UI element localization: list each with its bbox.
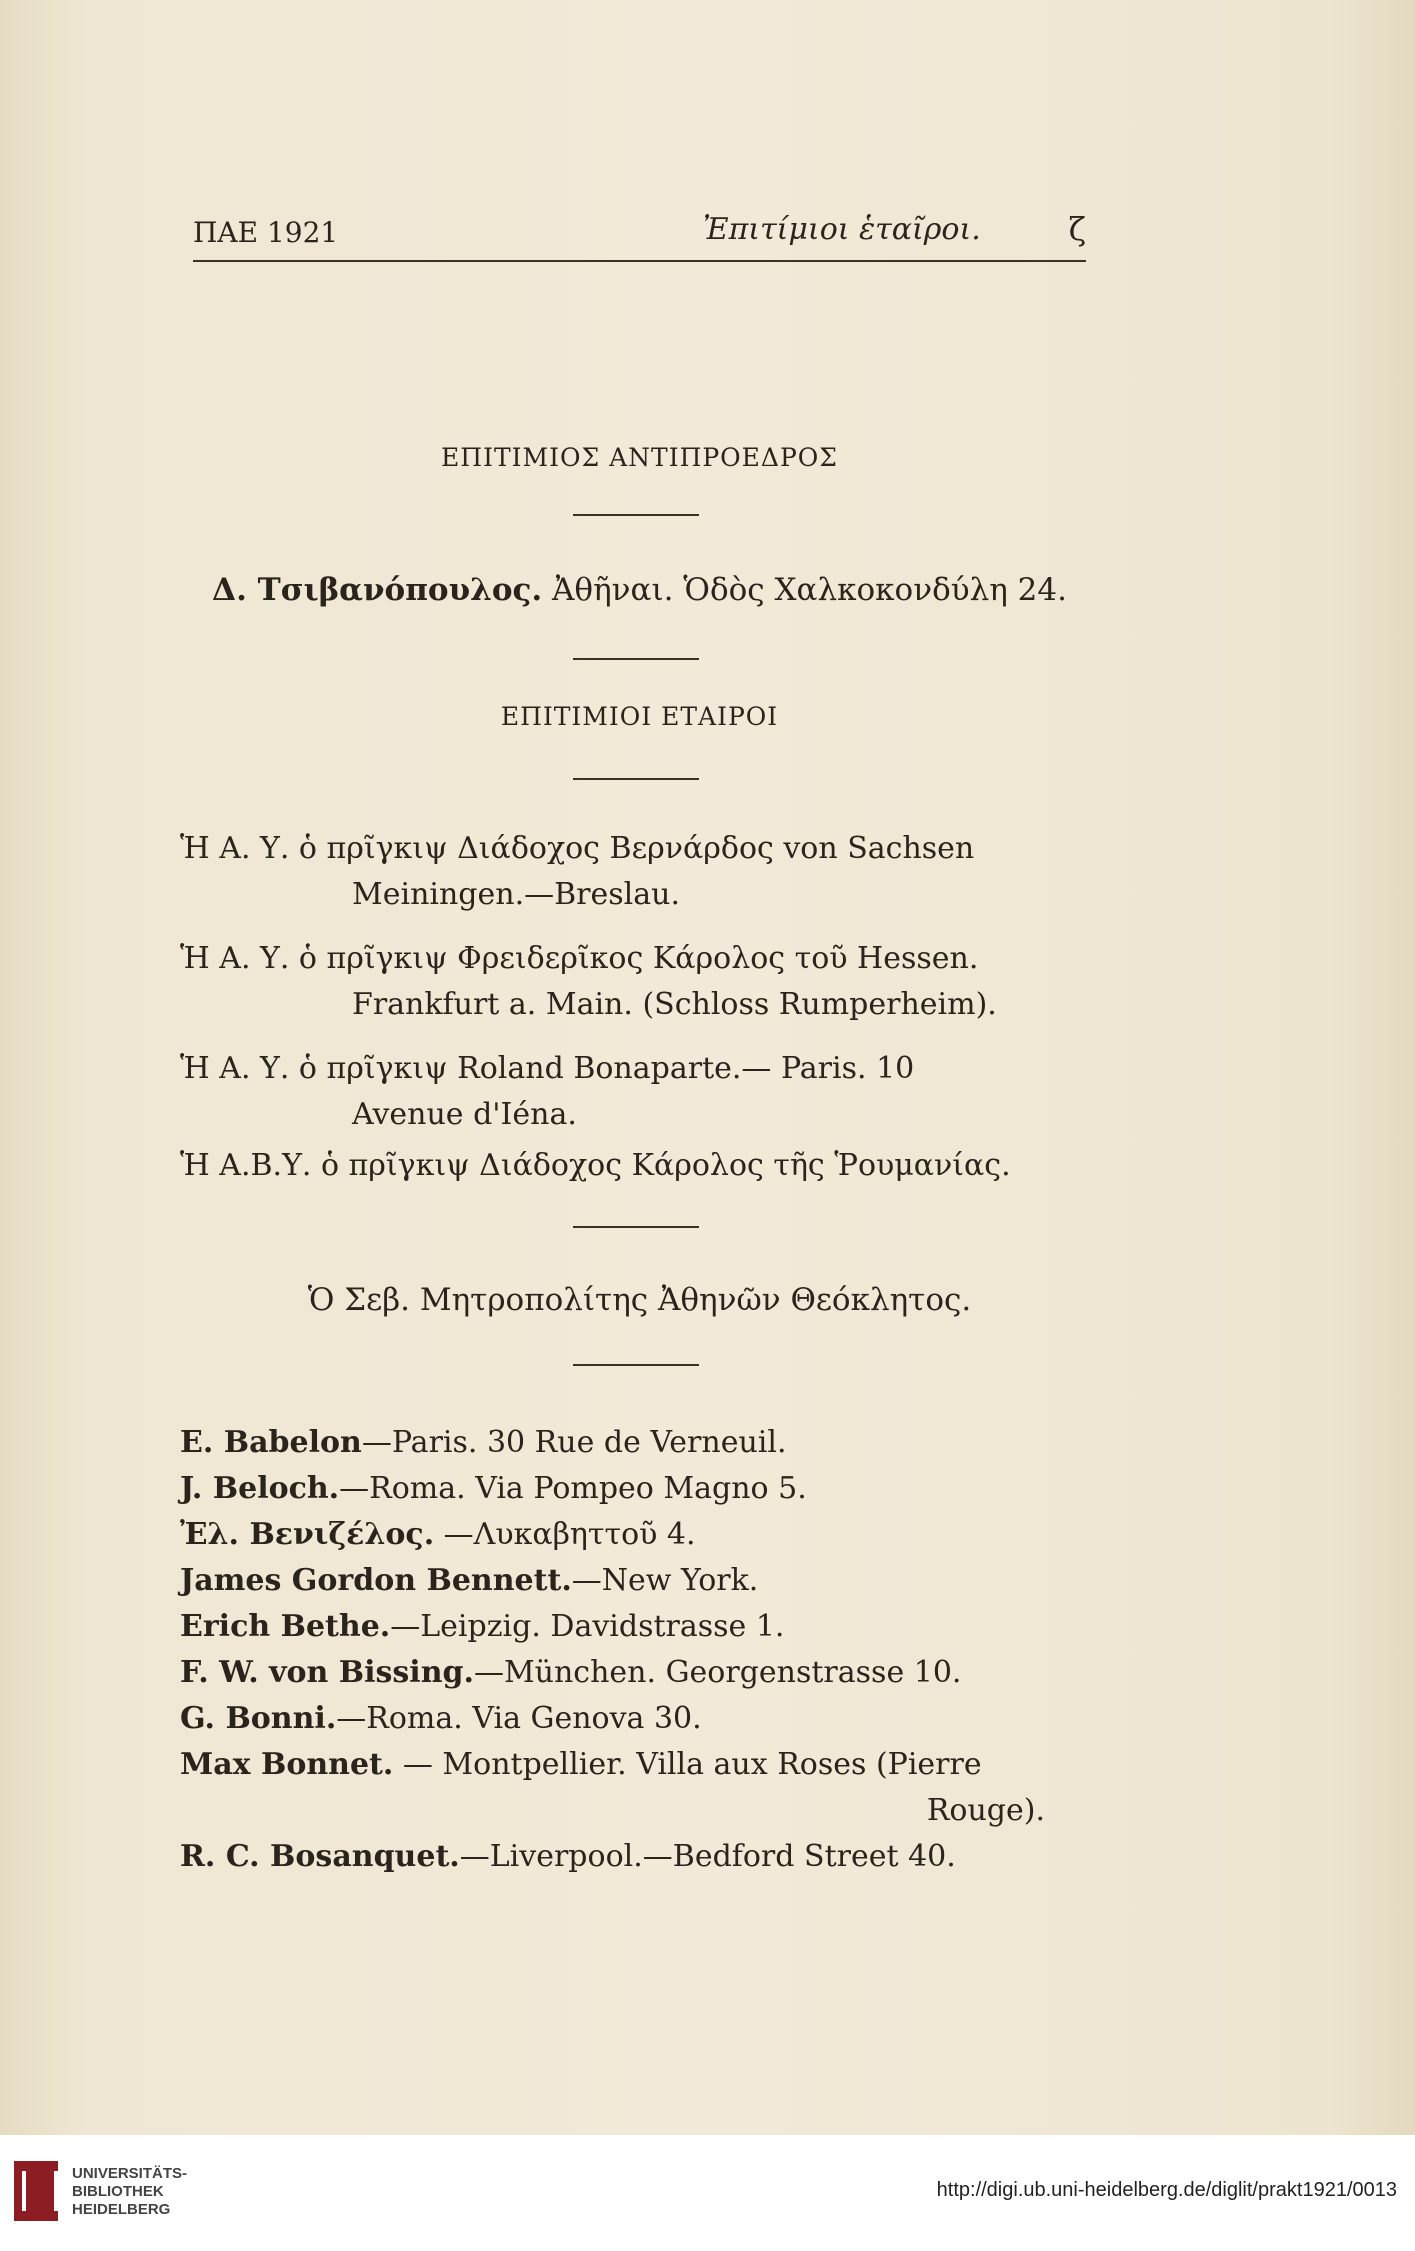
list-item: James Gordon Bennett.—New York. (180, 1563, 759, 1598)
list-item: Erich Bethe.—Leipzig. Davidstrasse 1. (180, 1609, 785, 1644)
royal-entry-line: Ἡ Α. Υ. ὁ πρῖγκιψ Διάδοχος Βερνάρδος von Sachsen (180, 831, 975, 866)
vice-president-heading: ΕΠΙΤΙΜΙΟΣ ΑΝΤΙΠΡΟΕΔΡΟΣ (441, 443, 838, 472)
list-item: Ἐλ. Βενιζέλος. —Λυκαβηττοῦ 4. (180, 1517, 696, 1552)
members-list (180, 1420, 1085, 1880)
royal-entry-line: Frankfurt a. Main. (Schloss Rumperheim). (352, 987, 997, 1022)
royal-entry-line: Avenue d'Iéna. (352, 1097, 577, 1132)
metropolitan-entry: Ὁ Σεβ. Μητροπολίτης Ἀθηνῶν Θεόκλητος. (307, 1282, 972, 1318)
list-item-continuation: Rouge). (926, 1793, 1045, 1828)
list-item: Max Bonnet. — Montpellier. Villa aux Roses (Pierre (180, 1747, 982, 1782)
divider (573, 514, 699, 516)
list-item: F. W. von Bissing.—München. Georgenstrasse 10. (180, 1655, 962, 1690)
permalink-url[interactable]: http://digi.ub.uni-heidelberg.de/diglit/prakt1921/0013 (936, 2179, 1397, 2201)
header-title: Ἐπιτίμιοι ἑταῖροι. (703, 212, 981, 247)
members-heading: ΕΠΙΤΙΜΙΟΙ ΕΤΑΙΡΟΙ (500, 702, 779, 731)
royal-entry-line: Ἡ Α. Υ. ὁ πρῖγκιψ Roland Bonaparte.— Paris. 10 (180, 1051, 915, 1086)
library-logo-text: UNIVERSITÄTS- BIBLIOTHEK HEIDELBERG (72, 2165, 188, 2218)
royal-entry-line: Ἡ Α.Β.Υ. ὁ πρῖγκιψ Διάδοχος Κάρολος τῆς Ῥουμανίας. (180, 1148, 1011, 1183)
divider (573, 1364, 699, 1366)
divider (573, 778, 699, 780)
header-left: ΠΑΕ 1921 (193, 216, 339, 249)
royal-entry-2 (180, 936, 1085, 1028)
vice-president-address: Ἀθῆναι. Ὁδὸς Χαλκοκονδύλη 24. (542, 572, 1067, 608)
vice-president-entry (193, 572, 1086, 608)
royal-entry-1 (180, 826, 1085, 918)
royal-entry-3 (180, 1046, 1085, 1138)
vice-president-name: Δ. Τσιβανόπουλος. (212, 572, 543, 608)
list-item: E. Babelon—Paris. 30 Rue de Verneuil. (180, 1425, 787, 1460)
divider (573, 1226, 699, 1228)
list-item: J. Beloch.—Roma. Via Pompeo Magno 5. (180, 1471, 807, 1506)
running-header (193, 208, 1086, 262)
royal-entry-line: Ἡ Α. Υ. ὁ πρῖγκιψ Φρειδερῖκος Κάρολος τοῦ Hessen. (180, 941, 979, 976)
list-item: R. C. Bosanquet.—Liverpool.—Bedford Street 40. (180, 1839, 956, 1874)
viewer-footer (0, 2135, 1415, 2251)
page-number: ζ (1068, 210, 1086, 248)
library-logo-icon (14, 2161, 58, 2221)
list-item: G. Bonni.—Roma. Via Genova 30. (180, 1701, 702, 1736)
divider (573, 658, 699, 660)
royal-entry-line: Meiningen.—Breslau. (352, 877, 680, 912)
royal-entry-4 (180, 1143, 1085, 1189)
